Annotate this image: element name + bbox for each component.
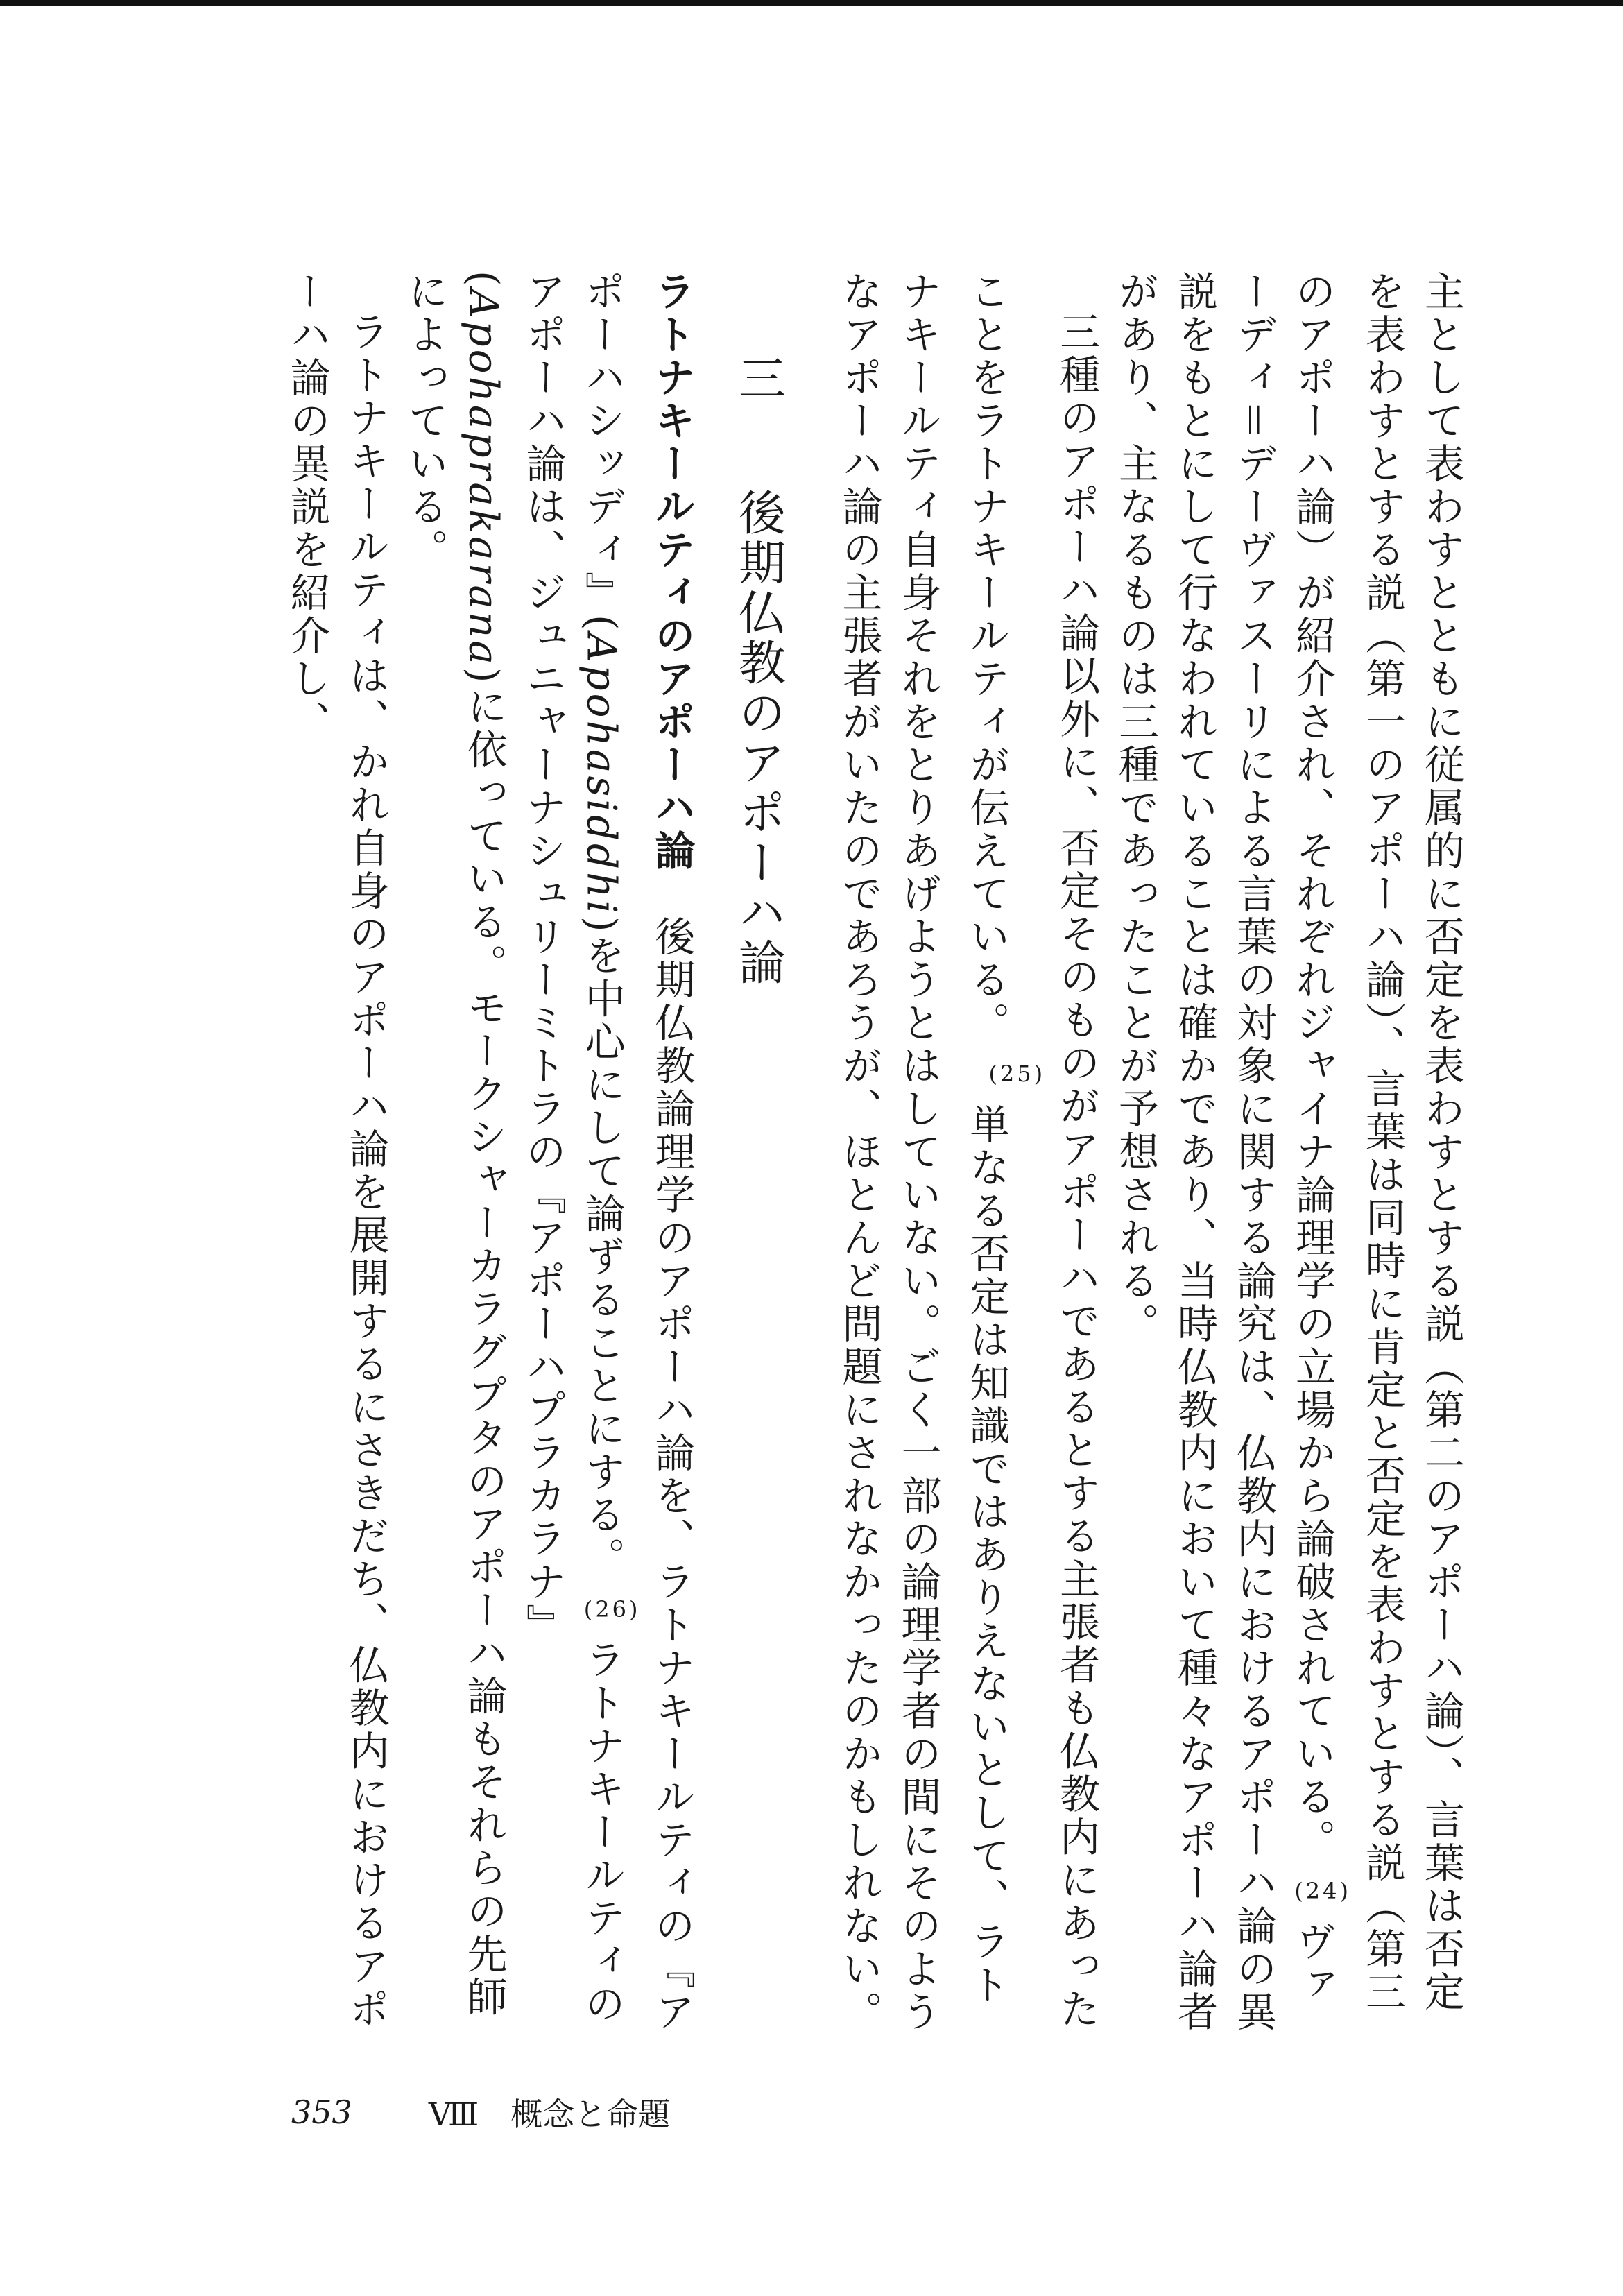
top-rule — [0, 0, 1623, 6]
section-text-4: )に依っている。モークシャーカラグプタのアポーハ論もそれらの先師によっている。 — [401, 271, 508, 2019]
paragraph-1-after: ヴァーディ＝デーヴァスーリによる言葉の対象に関する論究は、仏教内におけるアポーハ論の異説をもとにして行なわれていることは確かであり、当時仏教内において種々なアポーハ論者があり、主なるものは三種であったことが予想される。 — [1112, 271, 1337, 2034]
paragraph-1 — [1106, 271, 1470, 2046]
latin-apohaprakarana: Apohaprakarana — [460, 289, 508, 667]
section-title: 後期仏教のアポーハ論 — [730, 488, 786, 988]
paragraph-1-text: 主として表わすとともに従属的に否定を表わすとする説（第二のアポーハ論）、言葉は否定を表わすとする説（第一のアポーハ論）、言葉は同時に肯定と否定を表わすとする説（第三のアポーハ論）が紹介され、それぞれジャイナ論理学の立場から論破されている。 — [1289, 271, 1465, 2014]
paragraph-2 — [829, 271, 1106, 2046]
page-number: 353 — [291, 2093, 352, 2131]
footnote-ref-24: (24) — [1294, 1878, 1351, 1904]
footnote-ref-25: (25) — [988, 1061, 1046, 1087]
paragraph-2-text: 三種のアポーハ論以外に、否定そのものがアポーハであるとする主張者も仏教内にあったことをラトナキールティが伝えている。 — [963, 271, 1101, 2031]
paragraph-2-after: 単なる否定は知識ではありえないとして、ラトナキールティ自身それをとりあげようとはしていない。ごく一部の論理学者の間にそのようなアポーハ論の主張者がいたのであろうが、ほとんど問題にされなかったのかもしれない。 — [835, 271, 1011, 2034]
section-lead: ラトナキールティのアポーハ論 — [648, 271, 696, 873]
section-number: 三 — [730, 354, 786, 404]
footnote-ref-26: (26) — [583, 1595, 641, 1622]
last-paragraph: ラトナキールティは、かれ自身のアポーハ論を展開するにさきだち、仏教内におけるアポーハ論の異説を紹介し、 — [283, 271, 390, 2031]
section-text-3: ラトナキールティのアポーハ論は、ジュニャーナシュリーミトラの『アポーハプラカラナ』( — [460, 271, 626, 2026]
section-text-2: )を中心にして論ずることにする。 — [578, 916, 626, 1580]
section-heading — [728, 271, 787, 2046]
page-footer — [291, 2088, 707, 2136]
chapter-label: Ⅷ 概念と命題 — [428, 2096, 671, 2133]
section-paragraph — [395, 271, 701, 2046]
body-text — [283, 271, 1470, 2046]
section-text-1: 後期仏教論理学のアポーハ論を、ラトナキールティの『アポーハシッディ』( — [578, 271, 696, 2034]
latin-apohasiddhi: Apohasiddhi — [578, 633, 626, 916]
